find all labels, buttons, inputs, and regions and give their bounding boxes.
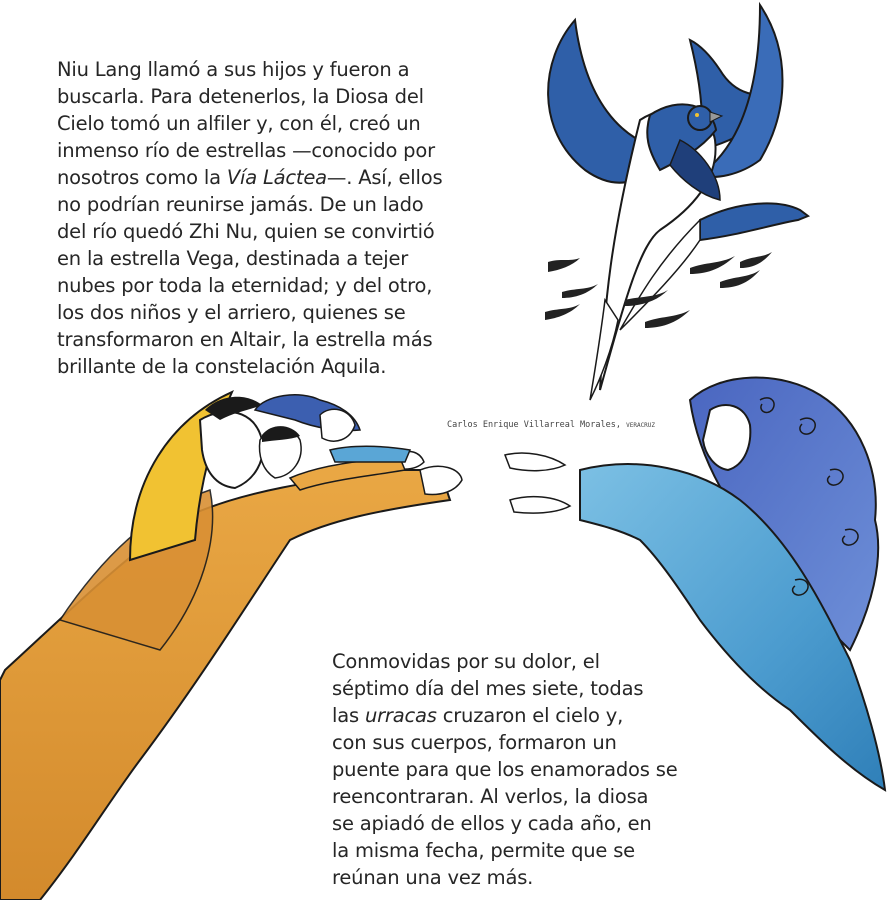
text-line <box>57 245 442 272</box>
text-line <box>332 756 678 783</box>
text-line <box>332 648 678 675</box>
illustrator-location: VERACRUZ <box>626 422 656 429</box>
text-line <box>332 837 678 864</box>
paragraph-story-2 <box>332 648 678 891</box>
text-line <box>332 810 678 837</box>
text-segment: buscarla. Para detenerlos, la Diosa del <box>57 85 424 108</box>
text-line <box>57 164 442 191</box>
text-line <box>57 353 442 380</box>
text-segment: inmenso río de estrellas —conocido por <box>57 139 435 162</box>
text-line <box>57 83 442 110</box>
illustrator-name: Carlos Enrique Villarreal Morales, <box>447 420 621 430</box>
text-line <box>332 675 678 702</box>
text-segment: Conmovidas por su dolor, el <box>332 650 600 673</box>
text-segment: brillante de la constelación Aquila. <box>57 355 387 378</box>
text-segment: no podrían reunirse jamás. De un lado <box>57 193 424 216</box>
text-segment: en la estrella Vega, destinada a tejer <box>57 247 409 270</box>
text-segment: con sus cuerpos, formaron un <box>332 731 617 754</box>
text-line <box>57 110 442 137</box>
text-line <box>57 56 442 83</box>
text-segment: Cielo tomó un alfiler y, con él, creó un <box>57 112 421 135</box>
text-line <box>332 864 678 891</box>
italic-term: Vía Láctea <box>226 166 327 189</box>
text-segment: reúnan una vez más. <box>332 866 534 889</box>
text-segment: séptimo día del mes siete, todas <box>332 677 644 700</box>
paragraph-story-1 <box>57 56 442 380</box>
text-segment: nubes por toda la eternidad; y del otro, <box>57 274 433 297</box>
text-segment: las <box>332 704 365 727</box>
text-segment: reencontraran. Al verlos, la diosa <box>332 785 649 808</box>
text-line <box>57 191 442 218</box>
text-line <box>57 272 442 299</box>
text-line <box>57 299 442 326</box>
italic-term: urracas <box>364 704 437 727</box>
text-segment: se apiadó de ellos y cada año, en <box>332 812 652 835</box>
text-segment: del río quedó Zhi Nu, quien se convirtió <box>57 220 435 243</box>
text-line <box>332 783 678 810</box>
text-segment: los dos niños y el arriero, quienes se <box>57 301 406 324</box>
text-segment: transformaron en Altair, la estrella más <box>57 328 433 351</box>
text-segment: —. Así, ellos <box>326 166 443 189</box>
text-segment: Niu Lang llamó a sus hijos y fueron a <box>57 58 410 81</box>
text-line <box>57 326 442 353</box>
text-segment: puente para que los enamorados se <box>332 758 678 781</box>
text-line <box>57 137 442 164</box>
illustrator-credit <box>447 420 655 430</box>
text-line <box>332 702 678 729</box>
text-line <box>332 729 678 756</box>
text-segment: nosotros como la <box>57 166 227 189</box>
text-line <box>57 218 442 245</box>
text-segment: la misma fecha, permite que se <box>332 839 635 862</box>
magpie-bird-icon <box>548 5 808 400</box>
text-segment: cruzaron el cielo y, <box>436 704 624 727</box>
